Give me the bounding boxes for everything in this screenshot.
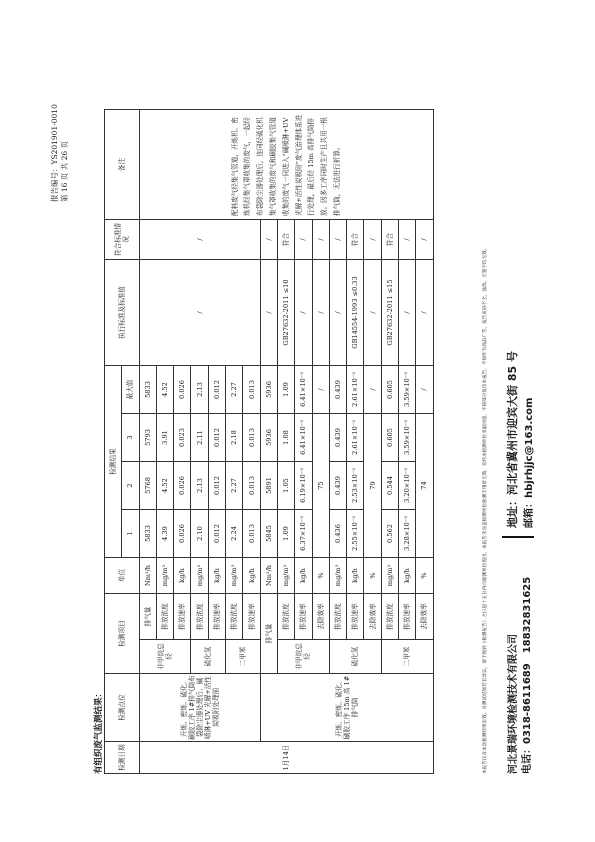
item-cell: 去除效率 <box>364 594 381 640</box>
value-cell: 1.08 <box>277 414 294 462</box>
max-cell: 6.41×10⁻³ <box>295 366 312 414</box>
max-cell: 0.013 <box>243 366 260 414</box>
report-number: 报告编号：YS201901-0010 <box>50 104 59 202</box>
point-stack-outlet: 开炼、密炼、硫化、刷胶工序 15m 高 1#排气筒 <box>260 674 433 742</box>
header-r1: 1 <box>122 510 139 558</box>
value-cell: 6.37×10⁻³ <box>295 510 312 558</box>
item-cell: 去除效率 <box>312 594 329 640</box>
company-address: 地址：河北省冀州市迎宾大街 85 号 <box>506 351 519 528</box>
max-cell: 2.13 <box>191 366 208 414</box>
value-cell: 6.41×10⁻³ <box>295 414 312 462</box>
value-cell: 1.09 <box>277 510 294 558</box>
header-remark: 备注 <box>105 110 140 220</box>
item-cell: 排气量 <box>260 594 277 674</box>
conf-cell: / <box>139 220 260 260</box>
item-cell: 排放浓度 <box>156 594 173 640</box>
value-cell: 0.012 <box>208 510 225 558</box>
value-cell: 0.012 <box>208 462 225 510</box>
value-cell: 0.439 <box>329 462 346 510</box>
max-cell: / <box>312 366 329 414</box>
value-cell: 3.91 <box>156 414 173 462</box>
unit-cell: mg/m³ <box>226 558 243 594</box>
value-cell: 5891 <box>260 462 277 510</box>
remark-cell: 配料废气经集气管道，开炼机、密炼机经集气罩收集的废气，一起经布袋除尘器处理后，连同经硫化机集气罩收集的废气和刷胶集气管道收集的废气一同进入“碱喷淋+UV 光解+活性炭吸附”废气治理体系进行处理，最后经 15m 高排气筒排放。因多工序同时生产且共用一根排气筒，无法进行折算。 <box>139 110 433 220</box>
value-cell: 6.19×10⁻³ <box>295 462 312 510</box>
efficiency-cell: 75 <box>312 414 329 558</box>
value-cell: 0.023 <box>174 414 191 462</box>
unit-cell: Nm³/h <box>139 558 156 594</box>
conf-cell: 符合 <box>347 220 364 260</box>
group-h2s-before: 硫化氢 <box>191 640 226 674</box>
table-caption: 有组织废气监测结果： <box>94 688 104 774</box>
value-cell: 5793 <box>139 414 156 462</box>
std-cell: / <box>416 260 433 366</box>
std-cell: / <box>260 260 277 366</box>
std-cell: GB14554-1993 ≤0.33 <box>347 260 364 366</box>
value-cell: 2.13 <box>191 462 208 510</box>
value-cell: 2.55×10⁻³ <box>347 510 364 558</box>
value-cell: 5845 <box>260 510 277 558</box>
unit-cell: Nm³/h <box>260 558 277 594</box>
unit-cell: % <box>364 558 381 594</box>
item-cell: 排放速率 <box>174 594 191 640</box>
unit-cell: mg/m³ <box>277 558 294 594</box>
value-cell: 0.544 <box>381 462 398 510</box>
company-footer <box>500 74 560 774</box>
value-cell: 0.012 <box>208 414 225 462</box>
conf-cell: 符合 <box>381 220 398 260</box>
value-cell: 0.026 <box>174 462 191 510</box>
point-before-treatment: 开炼、密炼、硫化、刷胶工序 1#排气筒布袋除尘器处理后、碱喷淋+UV 光解+活性炭吸附处理前 <box>139 674 260 742</box>
unit-cell: mg/m³ <box>381 558 398 594</box>
group-nmhc-before: 非甲烷总烃 <box>139 640 191 674</box>
company-email: 邮箱：hbjrhjjc@163.com <box>524 397 535 528</box>
conf-cell: / <box>399 220 416 260</box>
item-cell: 排放浓度 <box>226 594 243 640</box>
value-cell: 2.53×10⁻³ <box>347 462 364 510</box>
item-cell: 排放速率 <box>399 594 416 640</box>
std-cell: / <box>364 260 381 366</box>
value-cell: 3.59×10⁻³ <box>399 414 416 462</box>
unit-cell: mg/m³ <box>156 558 173 594</box>
unit-cell: kg/h <box>174 558 191 594</box>
item-cell: 排放速率 <box>347 594 364 640</box>
footer-divider <box>502 536 534 538</box>
value-cell: 0.439 <box>329 414 346 462</box>
value-cell: 5936 <box>260 414 277 462</box>
max-cell: 5833 <box>139 366 156 414</box>
max-cell: / <box>416 366 433 414</box>
unit-cell: mg/m³ <box>329 558 346 594</box>
std-cell: GB27632-2011 ≤15 <box>381 260 398 366</box>
value-cell: 3.28×10⁻³ <box>399 510 416 558</box>
value-cell: 0.013 <box>243 414 260 462</box>
item-cell: 排气量 <box>139 594 156 640</box>
report-notice: 本报告仅对本次检测结果有效。对测试结果若有异议，请于收到《检测报告》之日起十五日内向检测单位提出。本报告未加盖检测单位检测专用章无效，未经本检测单位书面同意，不得部分复印本报告，不得作为商品广告。报告页码不全、涂改、无签字均无效。 <box>483 245 488 774</box>
conf-cell: / <box>260 220 277 260</box>
header-item: 检测项目 <box>105 594 140 674</box>
header-r3: 3 <box>122 414 139 462</box>
max-cell: 0.012 <box>208 366 225 414</box>
std-cell: GB27632-2011 ≤10 <box>277 260 294 366</box>
std-cell: / <box>329 260 346 366</box>
conf-cell: / <box>364 220 381 260</box>
std-cell: / <box>312 260 329 366</box>
value-cell: 5833 <box>139 510 156 558</box>
unit-cell: mg/m³ <box>191 558 208 594</box>
value-cell: 0.013 <box>243 462 260 510</box>
company-phone: 电话：0318-8611689 18832831625 <box>522 576 533 774</box>
value-cell: 0.026 <box>174 510 191 558</box>
max-cell: 3.59×10⁻³ <box>399 366 416 414</box>
conf-cell: 符合 <box>277 220 294 260</box>
table-row <box>139 110 156 774</box>
value-cell: 2.10 <box>191 510 208 558</box>
conf-cell: / <box>329 220 346 260</box>
header-row-1 <box>105 110 122 774</box>
header-r2: 2 <box>122 462 139 510</box>
conf-cell: / <box>295 220 312 260</box>
max-cell: 5936 <box>260 366 277 414</box>
unit-cell: kg/h <box>295 558 312 594</box>
value-cell: 3.20×10⁻³ <box>399 462 416 510</box>
max-cell: / <box>364 366 381 414</box>
value-cell: 4.52 <box>156 462 173 510</box>
item-cell: 排放浓度 <box>277 594 294 640</box>
efficiency-cell: 79 <box>364 414 381 558</box>
value-cell: 2.27 <box>226 462 243 510</box>
header-standard: 执行标准及标准值 <box>105 260 140 366</box>
group-h2s-outlet: 硫化氢 <box>329 640 381 674</box>
std-cell: / <box>399 260 416 366</box>
header-date: 检测日期 <box>105 742 140 774</box>
header-unit: 单位 <box>105 558 140 594</box>
std-cell: / <box>139 260 260 366</box>
report-header <box>50 104 70 202</box>
header-max: 最大值 <box>122 366 139 414</box>
group-nmhc-outlet: 非甲烷总烃 <box>277 640 329 674</box>
value-cell: 0.605 <box>381 414 398 462</box>
value-cell: 2.11 <box>191 414 208 462</box>
value-cell: 4.39 <box>156 510 173 558</box>
value-cell: 2.61×10⁻³ <box>347 414 364 462</box>
item-cell: 排放浓度 <box>329 594 346 640</box>
unit-cell: % <box>416 558 433 594</box>
group-xylene-before: 二甲苯 <box>226 640 261 674</box>
company-name: 河北景瑞环境检测技术有限公司 <box>508 634 519 774</box>
value-cell: 1.05 <box>277 462 294 510</box>
item-cell: 去除效率 <box>416 594 433 640</box>
std-cell: / <box>295 260 312 366</box>
conf-cell: / <box>416 220 433 260</box>
item-cell: 排放速率 <box>208 594 225 640</box>
unit-cell: kg/h <box>347 558 364 594</box>
group-xylene-outlet: 二甲苯 <box>381 640 433 674</box>
unit-cell: kg/h <box>243 558 260 594</box>
max-cell: 2.27 <box>226 366 243 414</box>
value-cell: 5768 <box>139 462 156 510</box>
max-cell: 0.605 <box>381 366 398 414</box>
unit-cell: kg/h <box>399 558 416 594</box>
page-info: 第 16 页 共 26 页 <box>60 140 69 202</box>
conf-cell: / <box>312 220 329 260</box>
header-point: 检测点位 <box>105 674 140 742</box>
value-cell: 2.24 <box>226 510 243 558</box>
item-cell: 排放速率 <box>243 594 260 640</box>
value-cell: 2.18 <box>226 414 243 462</box>
date-cell: 1月14日 <box>139 742 433 774</box>
unit-cell: % <box>312 558 329 594</box>
header-results: 检测结果 <box>105 366 122 558</box>
exhaust-results-table <box>104 109 434 774</box>
max-cell: 1.09 <box>277 366 294 414</box>
value-cell: 0.562 <box>381 510 398 558</box>
value-cell: 0.013 <box>243 510 260 558</box>
max-cell: 0.439 <box>329 366 346 414</box>
efficiency-cell: 74 <box>416 414 433 558</box>
item-cell: 排放速率 <box>295 594 312 640</box>
unit-cell: kg/h <box>208 558 225 594</box>
max-cell: 4.52 <box>156 366 173 414</box>
value-cell: 0.436 <box>329 510 346 558</box>
max-cell: 0.026 <box>174 366 191 414</box>
item-cell: 排放浓度 <box>381 594 398 640</box>
max-cell: 2.61×10⁻³ <box>347 366 364 414</box>
header-conformity: 符合标准情况 <box>105 220 140 260</box>
item-cell: 排放浓度 <box>191 594 208 640</box>
